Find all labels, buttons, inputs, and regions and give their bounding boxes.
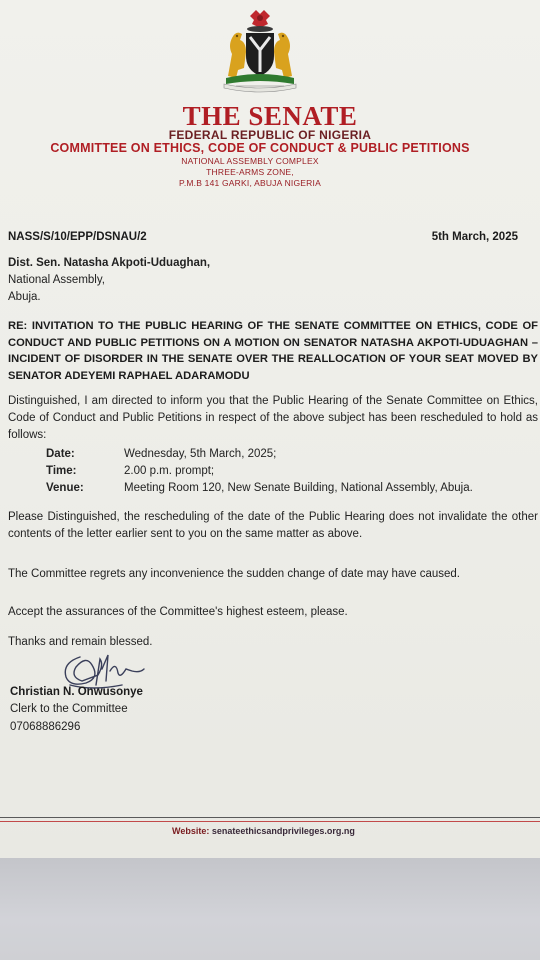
letterhead-committee: COMMITTEE ON ETHICS, CODE OF CONDUCT & PUBLIC PETITIONS [50, 141, 470, 155]
schedule-time [46, 465, 214, 477]
reference-number: NASS/S/10/EPP/DSNAU/2 [8, 231, 147, 243]
website-url: senateethicsandprivileges.org.ng [211, 826, 355, 836]
signer-title: Clerk to the Committee [10, 703, 128, 715]
schedule-time-value: 2.00 p.m. prompt; [124, 465, 215, 477]
schedule-date-label: Date: [46, 448, 75, 460]
schedule-venue-value: Meeting Room 120, New Senate Building, National Assembly, Abuja. [124, 482, 473, 494]
footer-divider-red [0, 821, 540, 822]
body-paragraph-4: Accept the assurances of the Committee's highest esteem, please. [8, 606, 348, 618]
addressee-line-3: Abuja. [8, 291, 41, 303]
letterhead-address-line-1: NATIONAL ASSEMBLY COMPLEX [181, 156, 319, 166]
body-intro: Distinguished, I am directed to inform you that the Public Hearing of the Senate Committee on Ethics, Code of Conduct and Public Petitions in respect of the above subject has been rescheduled to hold as follows: [8, 395, 538, 441]
addressee-block [8, 255, 210, 306]
signer-phone: 07068886296 [10, 721, 81, 733]
addressee-line-2: National Assembly, [8, 274, 105, 286]
background-surface [0, 858, 540, 960]
body-paragraph-3: The Committee regrets any inconvenience the sudden change of date may have caused. [8, 568, 460, 580]
website-label: Website: [172, 826, 210, 836]
coat-of-arms-icon [210, 6, 310, 94]
signer-name: Christian N. Onwusonye [10, 686, 143, 698]
subject-line: RE: INVITATION TO THE PUBLIC HEARING OF THE SENATE COMMITTEE ON ETHICS, CODE OF CONDUCT AND PUBLIC PETITIONS ON A MOTION ON SENATOR NATASHA AKPOTI-UDUAGHAN – INCIDENT OF DISORDER IN THE SENATE OVER THE REALLOCATION OF YOUR SEAT MOVED BY SENATOR ADEYEMI RAPHAEL ADARAMODU [8, 320, 538, 382]
footer-divider-dark [0, 817, 540, 818]
schedule-time-label: Time: [46, 465, 77, 477]
letterhead-address-line-2: THREE-ARMS ZONE, [206, 167, 294, 177]
schedule-date-value: Wednesday, 5th March, 2025; [124, 448, 277, 460]
letter-date: 5th March, 2025 [431, 231, 518, 243]
schedule-venue [46, 482, 473, 494]
letterhead-country: FEDERAL REPUBLIC OF NIGERIA [168, 128, 372, 142]
body-paragraph-2: Please Distinguished, the rescheduling of the date of the Public Hearing does not invalidate the other contents of the letter earlier sent to you on the same matter as above. [8, 511, 538, 540]
footer-website [172, 826, 355, 836]
schedule-venue-label: Venue: [46, 482, 84, 494]
letterhead-title: THE SENATE [182, 101, 358, 131]
closing-line: Thanks and remain blessed. [8, 636, 153, 648]
schedule-date [46, 448, 276, 460]
letterhead-address-line-3: P.M.B 141 GARKI, ABUJA NIGERIA [179, 178, 321, 188]
addressee-name: Dist. Sen. Natasha Akpoti-Uduaghan, [8, 257, 211, 269]
